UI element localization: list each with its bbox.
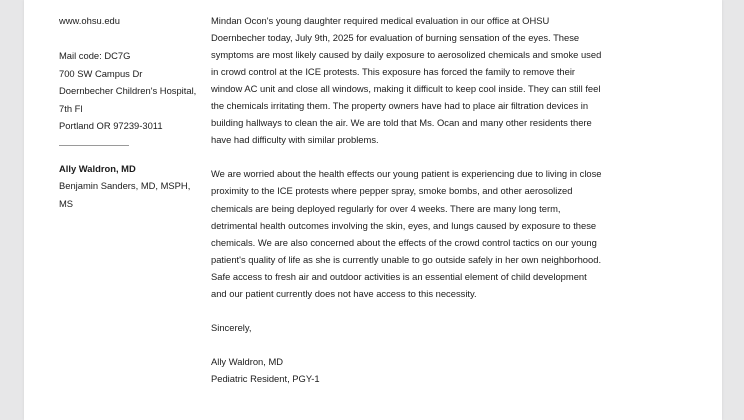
letter-body <box>211 12 603 387</box>
signer-title: Pediatric Resident, PGY-1 <box>211 372 320 384</box>
author-name: Ally Waldron, MD <box>59 162 136 174</box>
floor-text: 7th Fl <box>59 102 83 114</box>
letterhead-sidebar <box>59 12 209 212</box>
letter-paragraph-2: We are worried about the health effects our young patient is experiencing due to living in close proximity to the ICE protests where pepper spray, smoke bombs, and other aerosolized chemicals are being deployed regularly for over 4 weeks. There are many long term, detrimental health outcomes involving the skin, eyes, and lungs caused by exposure to these chemicals. We are also concerned about the effects of the crowd control tactics on our young patient's quality of life as she is currently unable to go outside safely in her own neighborhood. Safe access to fresh air and outdoor activities is an essential element of child development and our patient currently does not have access to this necessity. <box>211 168 602 299</box>
signer-name: Ally Waldron, MD <box>211 355 284 367</box>
mail-code-text: Mail code: DC7G <box>59 50 131 61</box>
coauthor-name: Benjamin Sanders, MD, MSPH, <box>59 180 191 191</box>
signature-block <box>211 353 603 387</box>
salutation: Sincerely, <box>211 321 252 333</box>
city-address: Portland OR 97239-3011 <box>59 120 163 131</box>
spacer <box>59 30 209 48</box>
letter-page <box>24 0 722 420</box>
letter-paragraph-1: Mindan Ocon's young daughter required medical evaluation in our office at OHSU Doernbecher today, July 9th, 2025 for evaluation of burning sensation of the eyes. These symptoms are most likely caused by daily exposure to aerosolized chemicals and smoke used in crowd control at the ICE protests. This exposure has forced the family to remove their window AC unit and close all windows, making it difficult to keep cool inside. They can still feel the chemicals irritating them. The property owners have had to place air filtration devices in building hallways to clean the air. We are told that Ms. Ocan and many other residents there have had difficulty with similar problems. <box>211 15 602 146</box>
coauthor-degree: MS <box>59 197 74 209</box>
sidebar-divider <box>59 145 129 146</box>
street-address: 700 SW Campus Dr <box>59 67 143 79</box>
website-text: www.ohsu.edu <box>59 15 120 26</box>
hospital-name: Doernbecher Children's Hospital, <box>59 85 197 96</box>
